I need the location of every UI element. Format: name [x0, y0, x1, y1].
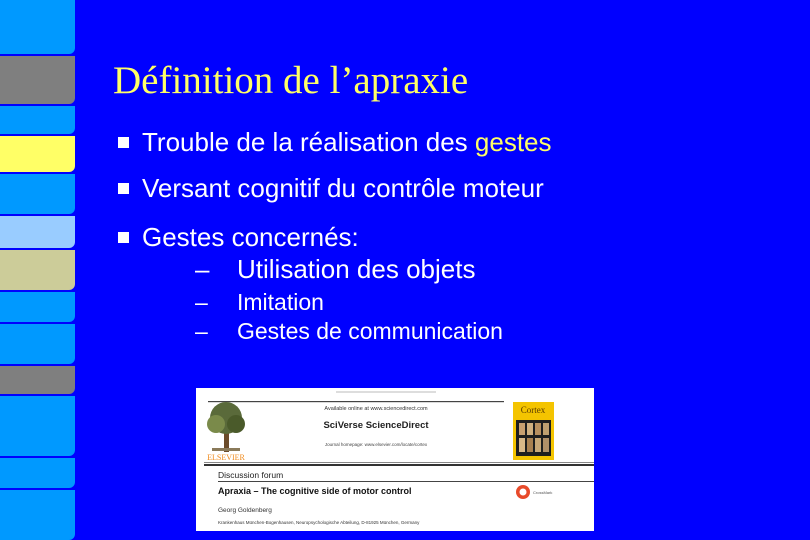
sub-bullet-1: – Utilisation des objets: [195, 254, 476, 284]
section-label: Discussion forum: [218, 470, 284, 480]
database-name: SciVerse ScienceDirect: [323, 420, 429, 431]
bullet-2: Versant cognitif du contrôle moteur: [118, 173, 544, 204]
square-bullet-icon: [118, 137, 129, 148]
article-header-image: [196, 388, 594, 531]
available-online-text: Available online at www.sciencedirect.com: [324, 406, 428, 412]
square-bullet-icon: [118, 232, 129, 243]
svg-text:Cortex: Cortex: [520, 405, 546, 415]
bullet-3: Gestes concernés:: [118, 222, 359, 253]
author-affiliation: Krankenhaus München-Bogenhausen, Neuropsychologische Abteilung, D-81925 München, Germany: [218, 520, 420, 525]
slide-title: Définition de l’apraxie: [113, 59, 469, 102]
highlighted-word: gestes: [474, 127, 552, 157]
article-headline: Apraxia – The cognitive side of motor control: [218, 486, 412, 496]
publisher-name: ELSEVIER: [207, 453, 245, 462]
decorative-color-strip: [0, 0, 75, 540]
sub-bullet-2: – Imitation: [195, 289, 324, 315]
author-name: Georg Goldenberg: [218, 507, 272, 514]
journal-homepage-text: Journal homepage: www.elsevier.com/locate/cortex: [324, 442, 428, 447]
article-header-svg: [196, 388, 594, 531]
square-bullet-icon: [118, 183, 129, 194]
bullet-1: Trouble de la réalisation des gestes: [118, 127, 552, 158]
svg-text:CrossMark: CrossMark: [533, 490, 553, 495]
journal-cover: [513, 402, 554, 460]
sub-bullet-3: – Gestes de communication: [195, 318, 503, 344]
